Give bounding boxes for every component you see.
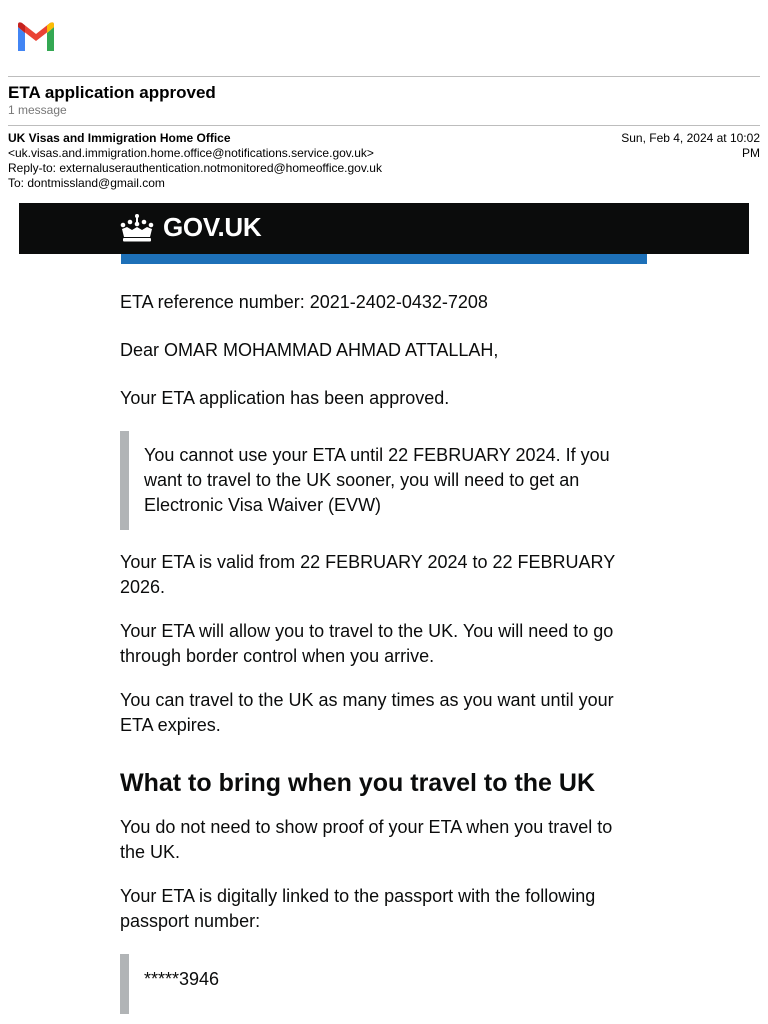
crown-icon [119,213,155,243]
govuk-header [19,203,749,254]
reference-number: ETA reference number: 2021-2402-0432-7208 [120,292,488,312]
validity-text: Your ETA is valid from 22 FEBRUARY 2024 to 22 FEBRUARY 2026. [120,552,615,597]
sender-email[interactable]: <uk.visas.and.immigration.home.office@notifications.service.gov.uk> [8,146,374,160]
proof-text: You do not need to show proof of your ETA when you travel to the UK. [120,817,613,862]
recipient: To: dontmissland@gmail.com [8,176,165,190]
govuk-logo-text: GOV.UK [163,212,262,242]
gmail-logo-icon [16,21,56,53]
govuk-blue-bar [121,254,647,264]
notice-text: You cannot use your ETA until 22 FEBRUARY 2024. If you want to travel to the UK sooner, you will need to get an Electronic Visa Waiver (EVW) [144,445,610,515]
inset-passport [120,954,640,1014]
email-date: Sun, Feb 4, 2024 at 10:02 PM [621,131,760,160]
inset-notice [120,431,640,530]
email-subject: ETA application approved [8,83,216,102]
divider [8,125,760,126]
travel-times-text: You can travel to the UK as many times as you want until your ETA expires. [120,690,614,735]
email-body [120,290,640,1014]
reply-to: Reply-to: externaluserauthentication.notmonitored@homeoffice.gov.uk [8,161,382,175]
govuk-logo[interactable] [119,212,261,243]
approval-message: Your ETA application has been approved. [120,388,450,408]
section-heading: What to bring when you travel to the UK [120,769,595,797]
border-control-text: Your ETA will allow you to travel to the UK. You will need to go through border control when you arrive. [120,621,614,666]
sender-name: UK Visas and Immigration Home Office [8,131,231,145]
passport-linked-text: Your ETA is digitally linked to the passport with the following passport number: [120,886,596,931]
greeting: Dear OMAR MOHAMMAD AHMAD ATTALLAH, [120,340,499,360]
message-count: 1 message [8,103,67,117]
passport-number: *****3946 [144,969,220,989]
divider [8,76,760,77]
